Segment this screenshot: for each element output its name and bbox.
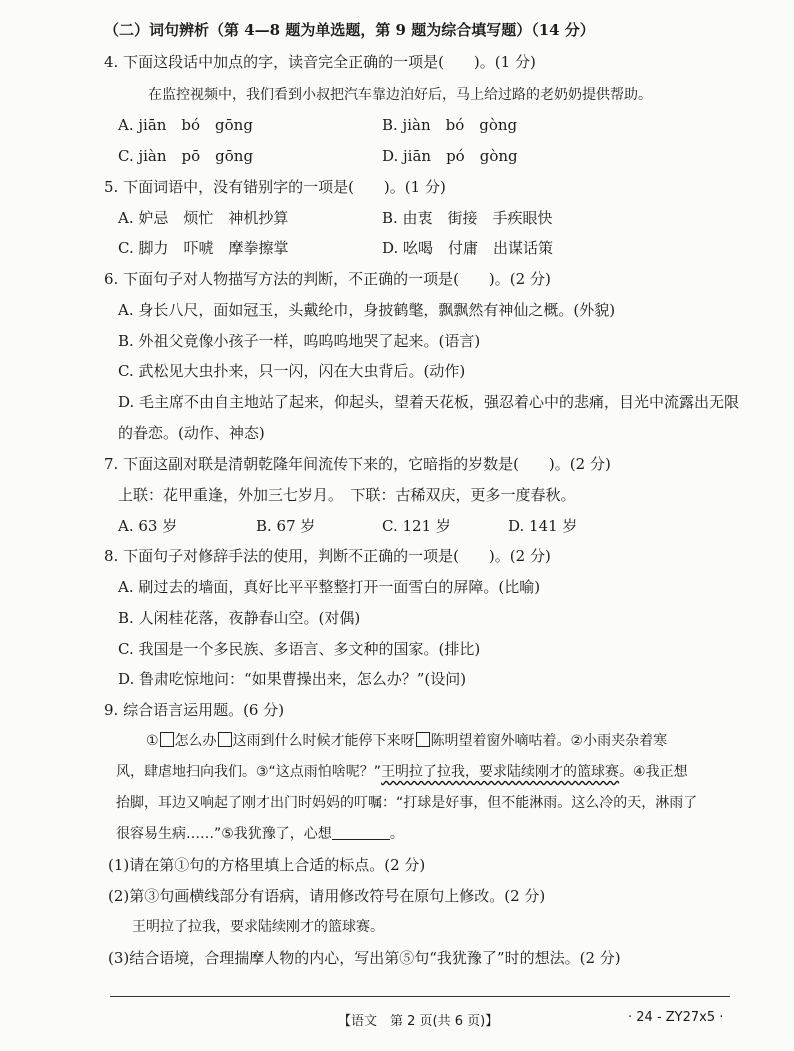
q5-option-d: D. 吆喝 付庸 出谋话策 <box>382 239 554 257</box>
punctuation-box-1[interactable] <box>160 732 174 747</box>
q4-option-a: A. jiān bó gōng <box>118 116 253 134</box>
q7-stem: 7. 下面这副对联是清朝乾隆年间流传下来的，它暗指的岁数是( )。(2 分) <box>104 455 611 473</box>
q6-option-d-line1: D. 毛主席不由自主地站了起来，仰起头，望着天花板，强忍着心中的悲痛，目光中流露出无限 <box>118 393 740 411</box>
q9-p1-d: 陈明望着窗外嘀咕着。②小雨夹杂着寒 <box>430 733 668 749</box>
q9-p2-a: 风，肆虐地扫向我们。③“这点雨怕啥呢？” <box>116 764 382 780</box>
q6-stem: 6. 下面句子对人物描写方法的判断，不正确的一项是( )。(2 分) <box>104 270 551 288</box>
q8-option-a: A. 刷过去的墙面，真好比平平整整打开一面雪白的屏障。(比喻) <box>118 578 541 596</box>
q9-underlined-sentence: 王明拉了拉我，要求陆续刚才的篮球赛 <box>381 764 620 780</box>
q6-option-c: C. 武松见大虫扑来，只一闪，闪在大虫背后。(动作) <box>118 362 466 380</box>
q5-option-b: B. 由衷 街接 手疾眼快 <box>382 209 553 227</box>
q9-p4-b: 。 <box>389 826 404 842</box>
q7-option-d: D. 141 岁 <box>508 517 578 535</box>
q5-option-a: A. 妒忌 烦忙 神机抄算 <box>118 209 289 227</box>
q8-option-c: C. 我国是一个多民族、多语言、多文种的国家。(排比) <box>118 640 481 658</box>
footer-divider <box>110 996 730 997</box>
q9-stem: 9. 综合语言运用题。(6 分) <box>104 701 285 719</box>
punctuation-box-2[interactable] <box>218 732 232 747</box>
q9-passage-line3: 抬脚，耳边又响起了刚才出门时妈妈的叮嘱：“打球是好事，但不能淋雨。这么冷的天，淋雨了 <box>116 795 698 811</box>
q9-p1-b: 怎么办 <box>174 733 217 749</box>
punctuation-box-3[interactable] <box>416 732 430 747</box>
answer-blank[interactable] <box>332 825 390 840</box>
q9-p1-a: ① <box>146 733 159 749</box>
q8-option-d: D. 鲁肃吃惊地问：“如果曹操出来，怎么办？”(设问) <box>118 670 467 688</box>
q9-p2-c: 。④我正想 <box>619 764 688 780</box>
q4-option-b: B. jiàn bó gòng <box>382 116 518 134</box>
q7-option-c: C. 121 岁 <box>382 517 451 535</box>
q8-stem: 8. 下面句子对修辞手法的使用，判断不正确的一项是( )。(2 分) <box>104 547 551 565</box>
q7-option-a: A. 63 岁 <box>118 517 178 535</box>
q4-stem: 4. 下面这段话中加点的字，读音完全正确的一项是( )。(1 分) <box>104 53 536 71</box>
q6-option-d-line2: 的眷恋。(动作、神态) <box>118 424 265 442</box>
q9-passage-line4 <box>116 824 404 844</box>
q4-option-c: C. jiàn pō gōng <box>118 147 254 165</box>
footer-page-label: 【语文 第 2 页(共 6 页)】 <box>338 1014 499 1029</box>
q9-sub1: (1)请在第①句的方格里填上合适的标点。(2 分) <box>108 856 426 874</box>
q7-couplet: 上联：花甲重逢，外加三七岁月。 下联：古稀双庆，更多一度春秋。 <box>118 486 576 504</box>
q9-sub2: (2)第③句画横线部分有语病，请用修改符号在原句上修改。(2 分) <box>108 887 546 905</box>
q5-option-c: C. 脚力 吓唬 摩拳擦掌 <box>118 239 289 257</box>
q9-sub2-sentence: 王明拉了拉我，要求陆续刚才的篮球赛。 <box>132 919 384 935</box>
q9-passage-line2 <box>116 762 688 782</box>
section-title: （二）词句辨析（第 4—8 题为单选题，第 9 题为综合填写题）（14 分） <box>104 21 595 39</box>
q9-p1-c: 这雨到什么时候才能停下来呀 <box>232 733 415 749</box>
q6-option-a: A. 身长八尺，面如冠玉，头戴纶巾，身披鹤氅，飘飘然有神仙之概。(外貌) <box>118 301 616 319</box>
q6-option-b: B. 外祖父竟像小孩子一样，呜呜呜地哭了起来。(语言) <box>118 332 481 350</box>
q7-option-b: B. 67 岁 <box>256 517 316 535</box>
q9-p4-a: 很容易生病……”⑤我犹豫了，心想 <box>116 826 332 842</box>
q9-passage-line1 <box>146 731 667 751</box>
q4-option-d: D. jiān pó gòng <box>382 147 518 165</box>
q9-sub3: (3)结合语境，合理揣摩人物的内心，写出第⑤句“我犹豫了”时的想法。(2 分) <box>108 949 621 967</box>
q8-option-b: B. 人闲桂花落，夜静春山空。(对偶) <box>118 609 361 627</box>
q4-passage: 在监控视频中，我们看到小叔把汽车靠边泊好后，马上给过路的老奶奶提供帮助。 <box>148 87 652 103</box>
q5-stem: 5. 下面词语中，没有错别字的一项是( )。(1 分) <box>104 178 446 196</box>
footer-code: · 24 - ZY27x5 · <box>628 1010 724 1025</box>
